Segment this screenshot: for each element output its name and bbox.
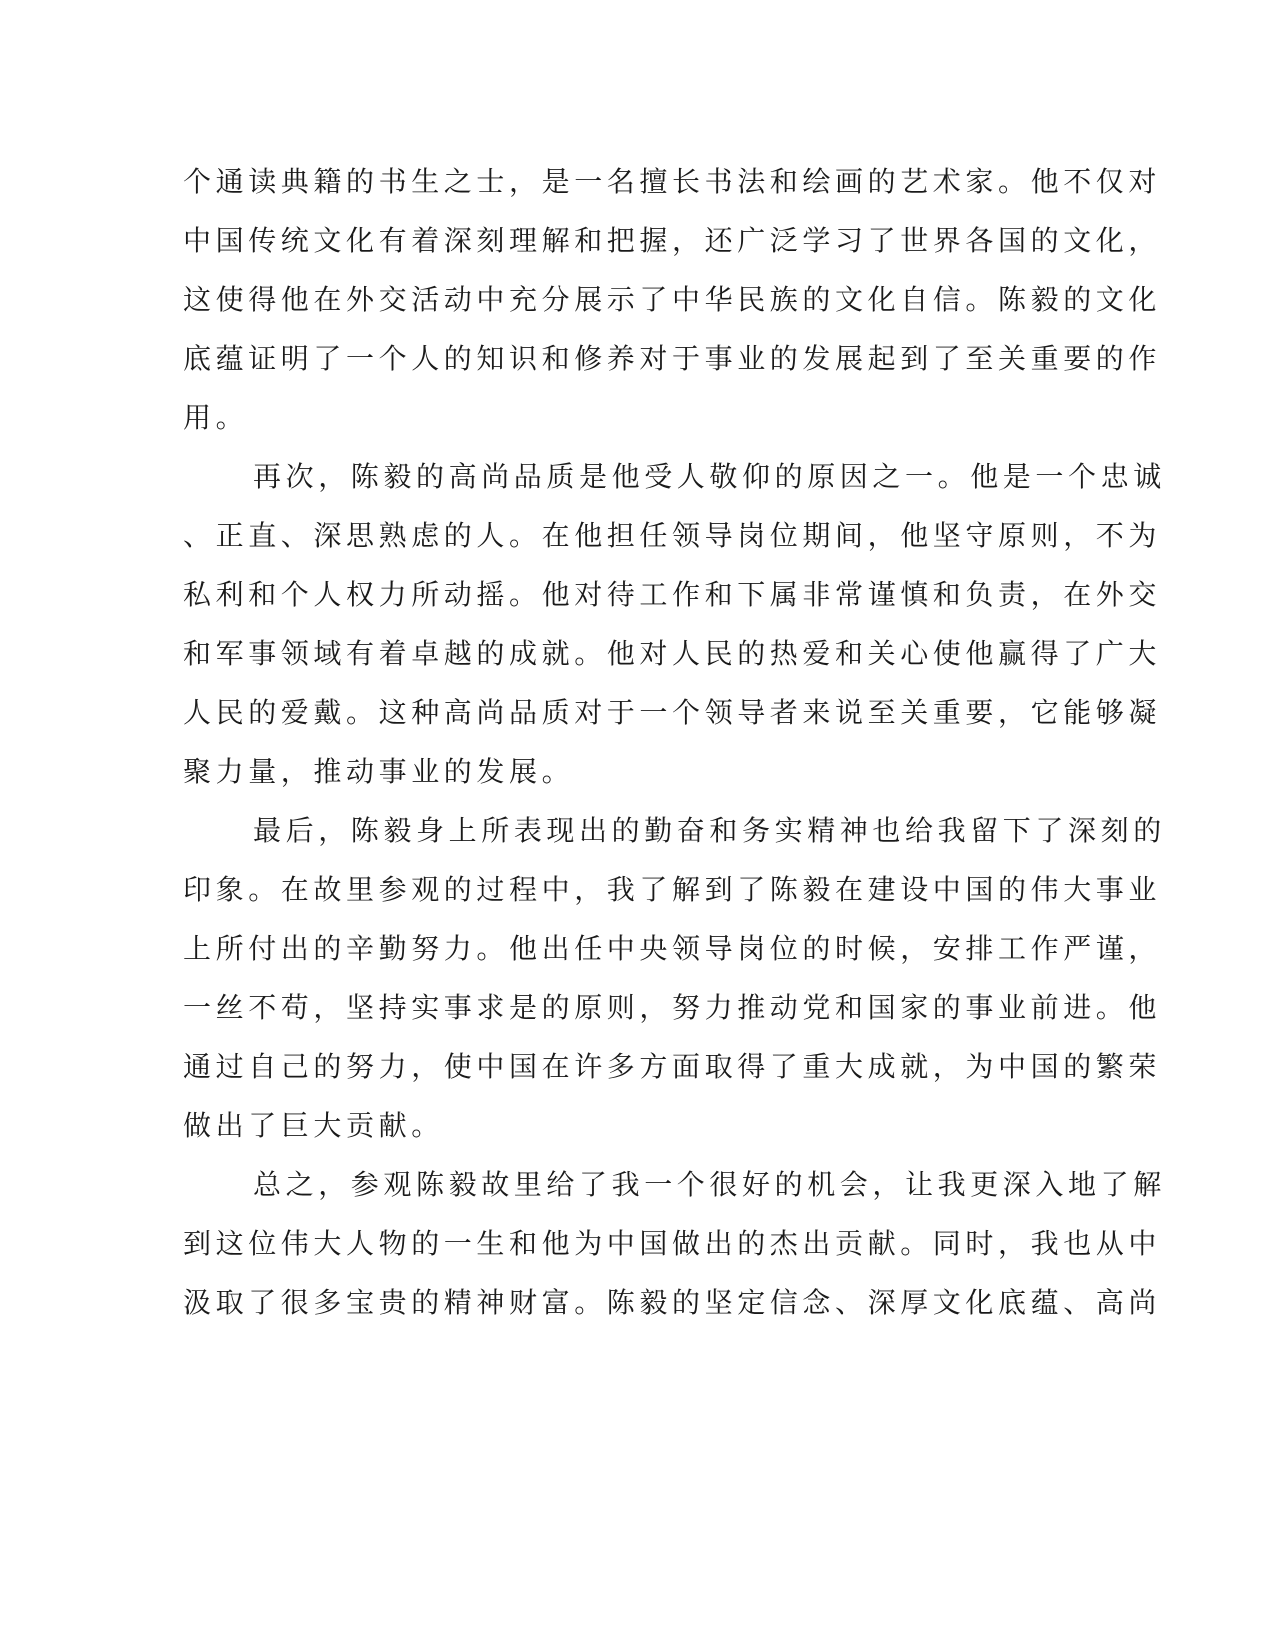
paragraph-first-line: 总之，参观陈毅故里给了我一个很好的机会，让我更深入地了解 bbox=[253, 1168, 1166, 1201]
text-line: 做出了巨大贡献。 bbox=[183, 1109, 444, 1142]
text-line: 私利和个人权力所动摇。他对待工作和下属非常谨慎和负责，在外交 bbox=[183, 578, 1162, 611]
paragraph-first-line: 最后，陈毅身上所表现出的勤奋和务实精神也给我留下了深刻的 bbox=[253, 814, 1166, 847]
text-line: 上所付出的辛勤努力。他出任中央领导岗位的时候，安排工作严谨， bbox=[183, 932, 1162, 965]
text-line: 一丝不苟，坚持实事求是的原则，努力推动党和国家的事业前进。他 bbox=[183, 991, 1162, 1024]
text-line: 汲取了很多宝贵的精神财富。陈毅的坚定信念、深厚文化底蕴、高尚 bbox=[183, 1286, 1162, 1319]
text-line: 人民的爱戴。这种高尚品质对于一个领导者来说至关重要，它能够凝 bbox=[183, 696, 1162, 729]
text-line: 、正直、深思熟虑的人。在他担任领导岗位期间，他坚守原则，不为 bbox=[183, 519, 1162, 552]
text-line: 和军事领域有着卓越的成就。他对人民的热爱和关心使他赢得了广大 bbox=[183, 637, 1162, 670]
text-line: 个通读典籍的书生之士，是一名擅长书法和绘画的艺术家。他不仅对 bbox=[183, 165, 1162, 198]
paragraph-first-line: 再次，陈毅的高尚品质是他受人敬仰的原因之一。他是一个忠诚 bbox=[253, 460, 1166, 493]
text-line: 到这位伟大人物的一生和他为中国做出的杰出贡献。同时，我也从中 bbox=[183, 1227, 1162, 1260]
text-line: 通过自己的努力，使中国在许多方面取得了重大成就，为中国的繁荣 bbox=[183, 1050, 1162, 1083]
text-line: 聚力量，推动事业的发展。 bbox=[183, 755, 575, 788]
text-line: 这使得他在外交活动中充分展示了中华民族的文化自信。陈毅的文化 bbox=[183, 283, 1162, 316]
text-line: 印象。在故里参观的过程中，我了解到了陈毅在建设中国的伟大事业 bbox=[183, 873, 1162, 906]
text-line: 底蕴证明了一个人的知识和修养对于事业的发展起到了至关重要的作 bbox=[183, 342, 1162, 375]
text-line: 用。 bbox=[183, 401, 249, 434]
text-line: 中国传统文化有着深刻理解和把握，还广泛学习了世界各国的文化， bbox=[183, 224, 1162, 257]
